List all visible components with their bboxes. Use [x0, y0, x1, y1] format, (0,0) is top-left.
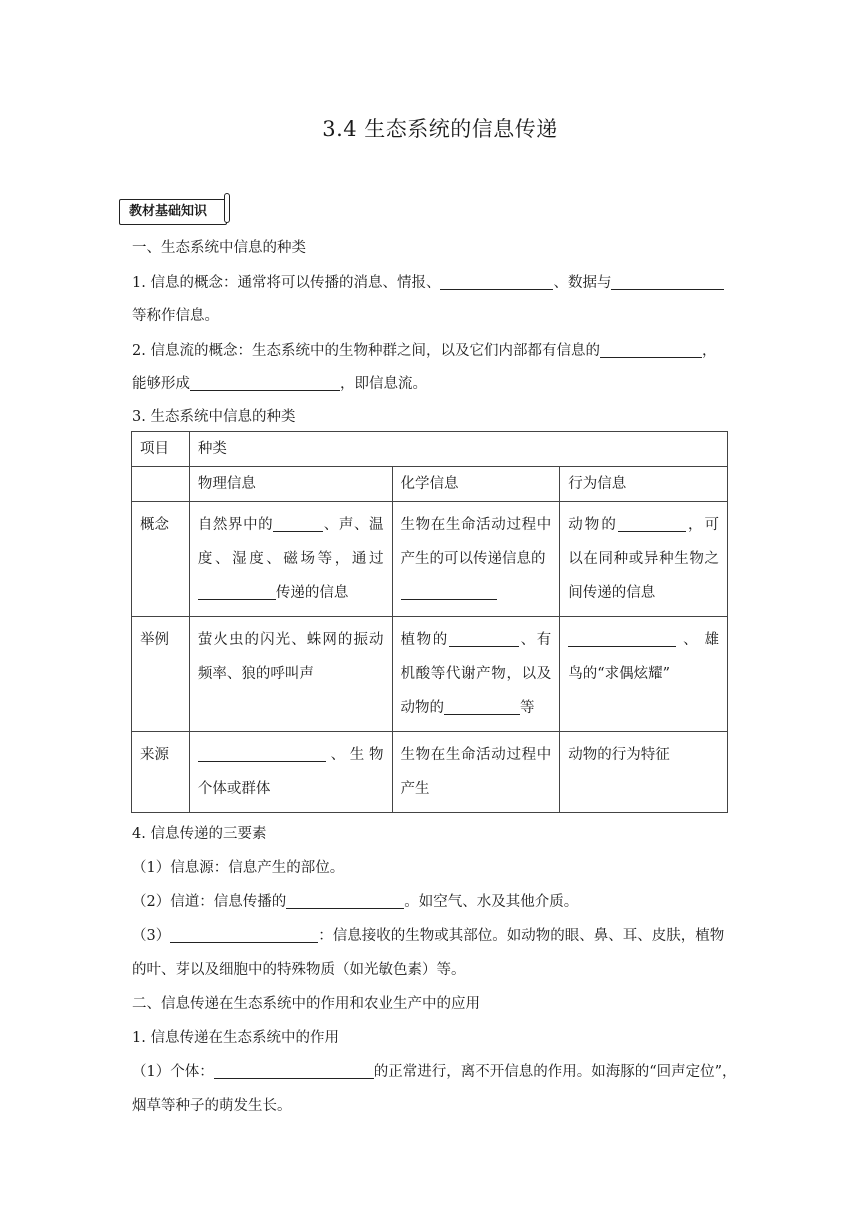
scroll-curl-icon — [224, 193, 230, 223]
table-subheader-behavioral: 行为信息 — [560, 467, 728, 502]
table-row — [132, 732, 728, 813]
text: 、声、温度、湿度、磁场等，通过 — [197, 517, 384, 567]
page-title: 3.4 生态系统的信息传递 — [322, 117, 558, 141]
fill-blank[interactable] — [618, 517, 686, 533]
paragraph-info-flow-cont — [132, 372, 427, 393]
fill-blank[interactable] — [568, 632, 676, 648]
table-row — [132, 467, 728, 502]
text: 能够形成 — [132, 376, 190, 392]
fill-blank[interactable] — [198, 585, 276, 601]
text: 自然界中的 — [197, 517, 274, 533]
info-types-table — [131, 431, 728, 813]
paragraph-info-types: 3. 生态系统中信息的种类 — [132, 409, 296, 425]
fill-blank[interactable] — [214, 1064, 374, 1080]
table-cell: 动物的行为特征 — [560, 732, 728, 813]
paragraph-receiver-cont: 的叶、芽以及细胞中的特殊物质（如光敏色素）等。 — [132, 962, 466, 978]
table-cell — [560, 617, 728, 732]
table-cell — [392, 617, 560, 732]
text: （1）个体： — [132, 1064, 214, 1080]
table-header-kind: 种类 — [189, 432, 727, 467]
fill-blank[interactable] — [401, 585, 497, 601]
section-heading-2: 二、信息传递在生态系统中的作用和农业生产中的应用 — [132, 996, 480, 1012]
fill-blank[interactable] — [198, 747, 326, 763]
fill-blank[interactable] — [273, 517, 323, 533]
paragraph-info-concept-cont: 等称作信息。 — [132, 308, 219, 324]
paragraph-individual — [132, 1060, 737, 1081]
text: 、雄鸟的“求偶炫耀” — [568, 632, 719, 682]
text: ，可以在同种或异种生物之间传递的信息 — [568, 517, 720, 601]
text: ，即信息流。 — [340, 376, 427, 392]
table-header-item: 项目 — [132, 432, 190, 467]
table-row — [132, 432, 728, 467]
table-cell — [189, 732, 392, 813]
fill-blank[interactable] — [440, 275, 553, 291]
paragraph-channel — [132, 890, 578, 911]
text: 等 — [520, 700, 535, 716]
table-row-label-concept: 概念 — [132, 502, 190, 617]
text: 、有机酸等代谢产物，以及动物的 — [400, 632, 552, 716]
text: 、数据与 — [553, 275, 612, 291]
fill-blank[interactable] — [611, 275, 724, 291]
table-cell — [132, 467, 190, 502]
text: （3） — [132, 928, 171, 944]
fill-blank[interactable] — [286, 894, 404, 910]
text: ， — [701, 343, 717, 359]
text: 传递的信息 — [275, 585, 349, 601]
text: 的正常进行，离不开信息的作用。如海豚的“回声定位”， — [373, 1064, 737, 1080]
text: 动物的 — [568, 517, 618, 533]
badge-label: 教材基础知识 — [119, 199, 227, 225]
text: 1. 信息的概念：通常将可以传播的消息、情报、 — [132, 275, 441, 291]
section-heading-1: 一、生态系统中信息的种类 — [132, 240, 306, 256]
table-row — [132, 617, 728, 732]
paragraph-info-flow — [132, 339, 716, 360]
paragraph-individual-cont: 烟草等种子的萌发生长。 — [132, 1098, 292, 1114]
fill-blank[interactable] — [444, 700, 520, 716]
paragraph-three-elements: 4. 信息传递的三要素 — [132, 826, 267, 842]
table-cell — [560, 502, 728, 617]
paragraph-source: （1）信息源：信息产生的部位。 — [132, 860, 345, 876]
table-subheader-physical: 物理信息 — [189, 467, 392, 502]
text: 植物的 — [400, 632, 449, 648]
table-cell: 生物在生命活动过程中产生 — [392, 732, 560, 813]
text: 生物在生命活动过程中产生的可以传递信息的 — [400, 517, 552, 567]
table-cell — [189, 502, 392, 617]
text: ：信息接收的生物或其部位。如动物的眼、鼻、耳、皮肤，植物 — [318, 928, 725, 944]
paragraph-receiver — [132, 924, 724, 945]
table-cell — [392, 502, 560, 617]
table-subheader-chemical: 化学信息 — [392, 467, 560, 502]
text: 、生物个体或群体 — [197, 747, 384, 797]
table-row-label-example: 举例 — [132, 617, 190, 732]
fill-blank[interactable] — [170, 928, 318, 944]
table-cell: 萤火虫的闪光、蛛网的振动频率、狼的呼叫声 — [189, 617, 392, 732]
fill-blank[interactable] — [190, 376, 340, 392]
fill-blank[interactable] — [449, 632, 519, 648]
table-row-label-source: 来源 — [132, 732, 190, 813]
text: （2）信道：信息传播的 — [132, 894, 287, 910]
section-badge — [119, 193, 230, 227]
text: 。如空气、水及其他介质。 — [404, 894, 579, 910]
paragraph-roles: 1. 信息传递在生态系统中的作用 — [132, 1030, 339, 1046]
fill-blank[interactable] — [600, 343, 702, 359]
paragraph-info-concept — [132, 271, 724, 292]
table-row — [132, 502, 728, 617]
text: 2. 信息流的概念：生态系统中的生物种群之间，以及它们内部都有信息的 — [132, 343, 600, 359]
